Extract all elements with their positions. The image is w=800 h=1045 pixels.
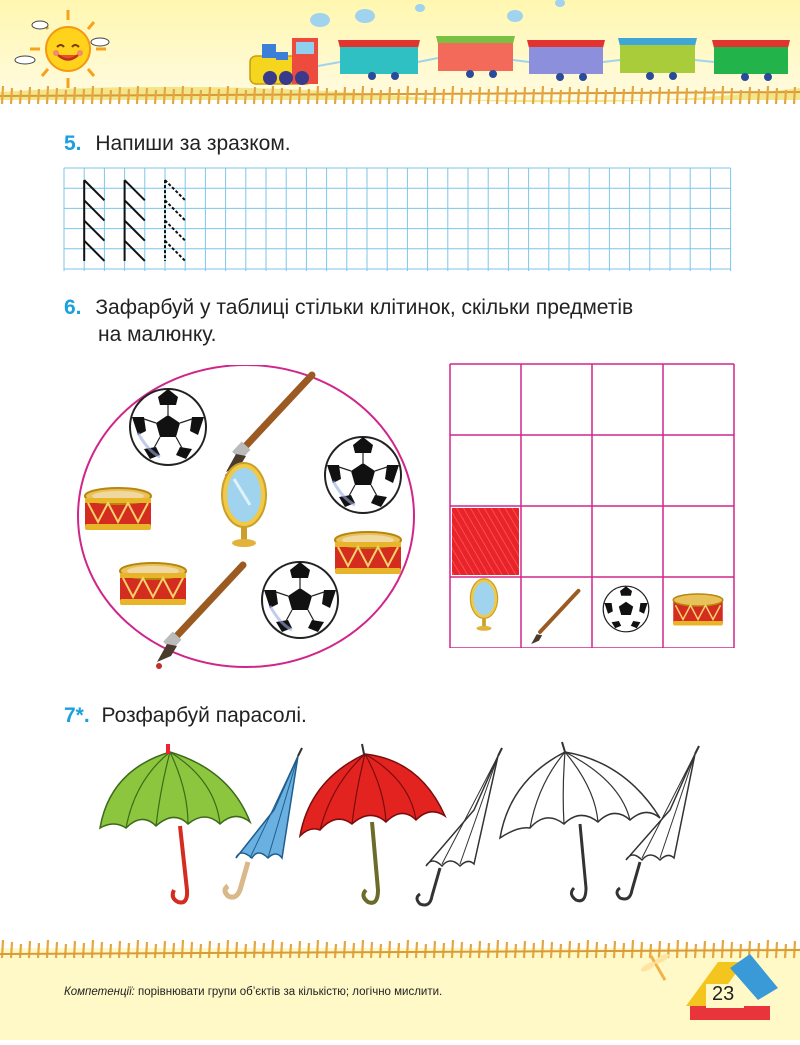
- count-table[interactable]: [448, 362, 736, 648]
- task-text: Напиши за зразком.: [95, 132, 291, 155]
- task-5-heading: [64, 132, 291, 156]
- colored-cell: [452, 508, 519, 575]
- drum-icon: [120, 563, 186, 605]
- umbrella-closed-outline[interactable]: [417, 748, 502, 905]
- task-text-line1: Зафарбуй у таблиці стільки клітинок, скільки предметів: [95, 296, 634, 319]
- writing-grid[interactable]: [62, 166, 744, 274]
- drum-icon: [335, 532, 401, 574]
- footer-band: [0, 930, 800, 1040]
- umbrella-open-green[interactable]: [100, 744, 250, 903]
- objects-picture: [70, 365, 430, 675]
- umbrellas-row: [90, 740, 750, 915]
- ball-icon: [603, 586, 649, 632]
- task-number: 6.: [64, 296, 82, 319]
- umbrella-closed-outline-2[interactable]: [617, 746, 699, 899]
- umbrella-closed-blue[interactable]: [225, 748, 302, 897]
- drum-icon: [85, 488, 151, 530]
- wagon-1: [338, 40, 420, 80]
- mirror-icon: [470, 579, 497, 631]
- task-text: Розфарбуй парасолі.: [101, 704, 307, 727]
- footer-competences: [64, 986, 442, 998]
- task-7-heading: [64, 704, 307, 728]
- ball-icon: [262, 562, 338, 638]
- brush-icon: [531, 591, 578, 644]
- footer-label: Компетенції:: [64, 986, 135, 998]
- task-number: 7*.: [64, 704, 90, 727]
- ball-icon: [130, 389, 206, 465]
- ball-icon: [325, 437, 401, 513]
- task-6-heading: [64, 294, 633, 348]
- page-number: 23: [712, 983, 735, 1005]
- header-banner: [0, 0, 800, 130]
- umbrella-open-red[interactable]: [300, 744, 445, 903]
- task-number: 5.: [64, 132, 82, 155]
- footer-text: порівнювати групи об’єктів за кількістю; логічно мислити.: [134, 986, 443, 998]
- drum-icon: [673, 594, 723, 626]
- task-text-line2: на малюнку.: [98, 323, 217, 346]
